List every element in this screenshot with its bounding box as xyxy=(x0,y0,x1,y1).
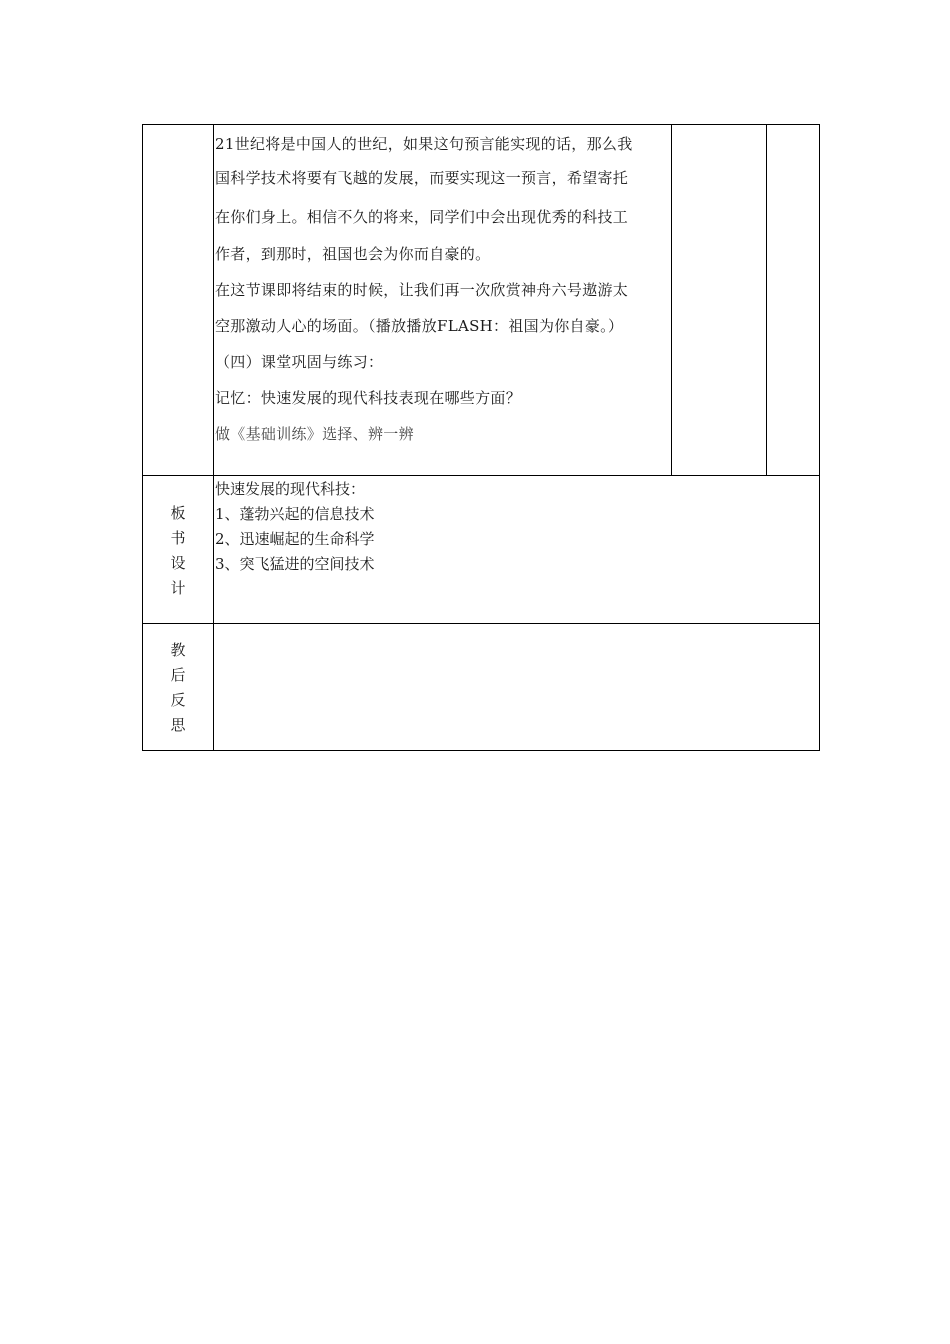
paragraph-line: 在你们身上。相信不久的将来，同学们中会出现优秀的科技工 xyxy=(215,207,629,226)
paragraph-line: 国科学技术将要有飞越的发展，而要实现这一预言，希望寄托 xyxy=(215,169,629,187)
label-char: 后 xyxy=(170,666,186,684)
reflection-row xyxy=(143,624,820,751)
label-char: 思 xyxy=(170,716,186,734)
paragraph-line: 21世纪将是中国人的世纪，如果这句预言能实现的话，那么我 xyxy=(215,135,633,153)
process-content-cell xyxy=(214,125,672,476)
process-content xyxy=(214,129,671,452)
board-label-cell xyxy=(143,476,214,624)
board-item: 2、迅速崛起的生命科学 xyxy=(215,530,375,548)
label-char: 反 xyxy=(170,691,186,709)
label-char: 教 xyxy=(170,641,186,659)
reflection-content-cell xyxy=(214,624,820,751)
board-label xyxy=(143,476,213,601)
label-char: 板 xyxy=(170,504,186,522)
paragraph-line: 作者，到那时，祖国也会为你而自豪的。 xyxy=(215,245,491,263)
process-label-cell xyxy=(143,125,214,476)
board-design-row xyxy=(143,476,820,624)
reflection-label xyxy=(143,624,213,738)
section-heading: （四）课堂巩固与练习： xyxy=(215,353,384,371)
exercise-text: 做《基础训练》选择、辨一辨 xyxy=(215,425,414,443)
memory-question: 记忆：快速发展的现代科技表现在哪些方面？ xyxy=(215,389,522,407)
lesson-plan-table xyxy=(142,124,820,751)
label-char: 书 xyxy=(170,529,186,547)
board-item: 3、突飞猛进的空间技术 xyxy=(215,555,375,573)
board-title: 快速发展的现代科技： xyxy=(215,480,366,498)
label-char: 计 xyxy=(170,579,186,597)
teaching-process-row xyxy=(143,125,820,476)
paragraph-line: 在这节课即将结束的时候，让我们再一次欣赏神舟六号遨游太 xyxy=(215,281,629,299)
paragraph-line: 空那激动人心的场面。（播放播放FLASH：祖国为你自豪。） xyxy=(215,317,624,335)
label-char: 设 xyxy=(170,554,186,572)
board-content xyxy=(214,476,819,577)
extra-cell xyxy=(767,125,820,476)
board-content-cell xyxy=(214,476,820,624)
notes-cell xyxy=(672,125,767,476)
reflection-label-cell xyxy=(143,624,214,751)
board-item: 1、蓬勃兴起的信息技术 xyxy=(215,505,375,523)
